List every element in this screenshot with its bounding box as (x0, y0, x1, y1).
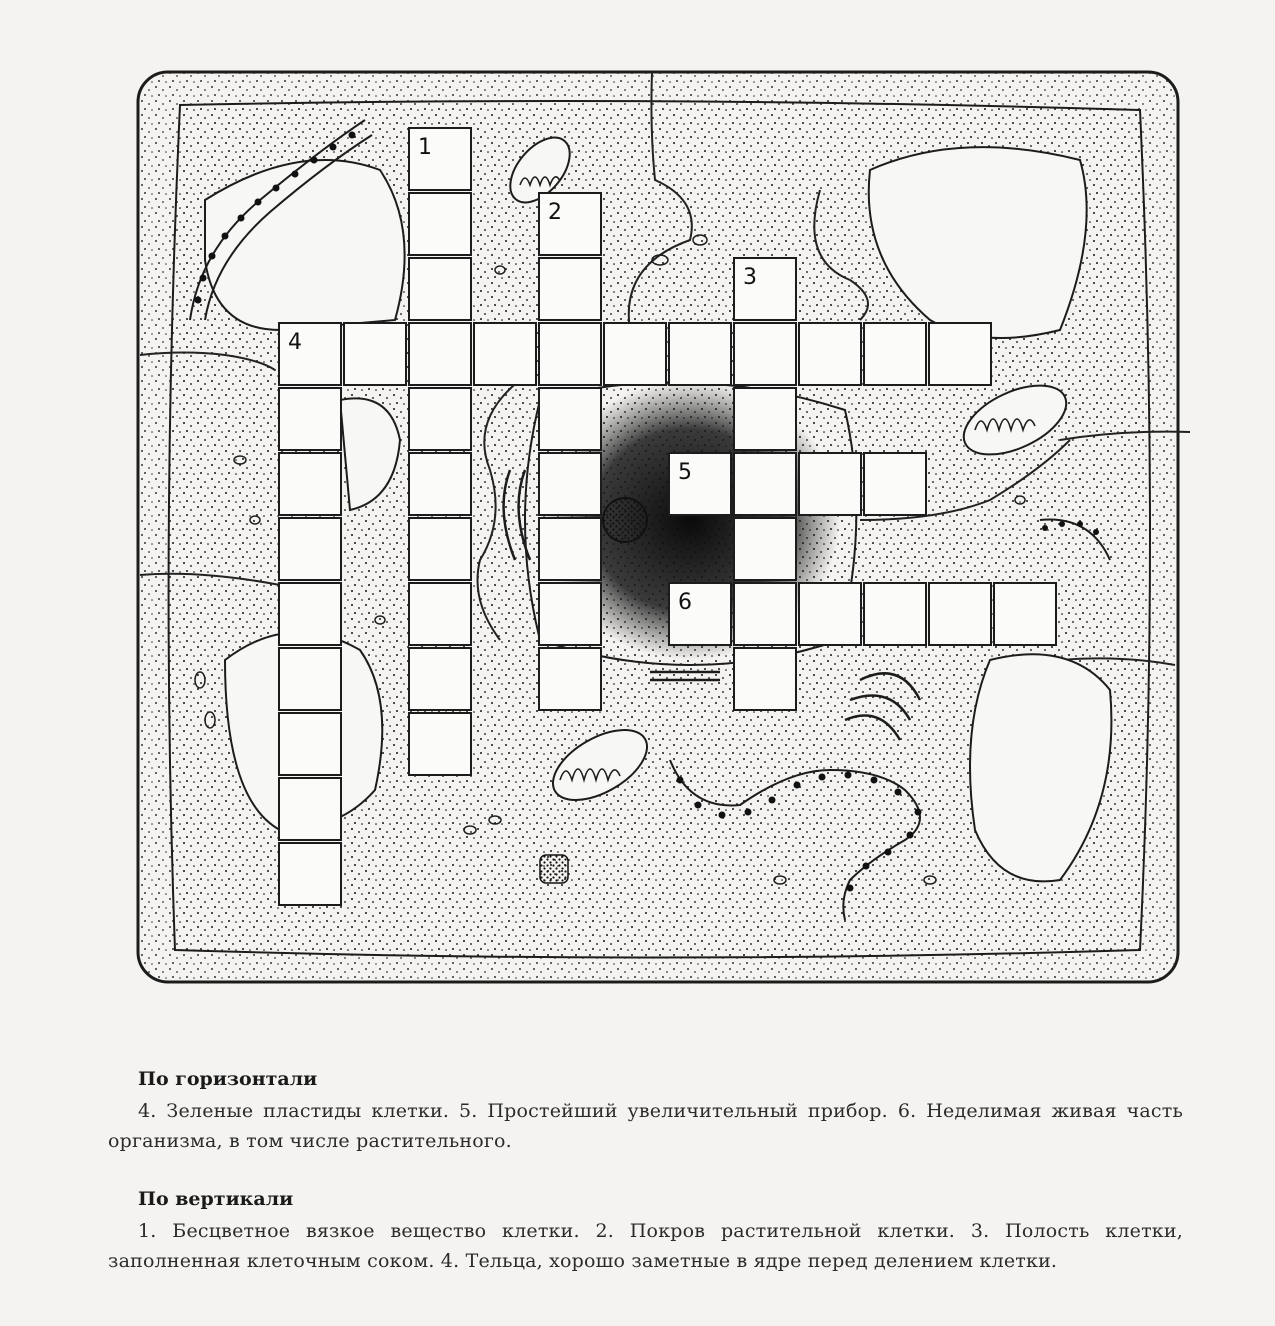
clue-number-3: 3 (743, 265, 757, 290)
crossword-cell[interactable] (278, 777, 342, 841)
crossword-cell[interactable] (538, 582, 602, 646)
crossword-cell[interactable] (538, 647, 602, 711)
crossword-cell[interactable] (473, 322, 537, 386)
crossword-cell[interactable] (278, 647, 342, 711)
crossword-cell[interactable] (278, 452, 342, 516)
crossword-cell[interactable] (668, 582, 732, 646)
down-heading: По вертикали (138, 1188, 294, 1210)
crossword-cell[interactable] (278, 582, 342, 646)
crossword-cell[interactable] (733, 257, 797, 321)
crossword-cell[interactable] (798, 322, 862, 386)
crossword-cell[interactable] (863, 322, 927, 386)
crossword-cell[interactable] (408, 647, 472, 711)
crossword-cell[interactable] (733, 517, 797, 581)
crossword-cell[interactable] (733, 387, 797, 451)
crossword-cell[interactable] (408, 192, 472, 256)
crossword-cell[interactable] (278, 322, 342, 386)
crossword-cell[interactable] (408, 387, 472, 451)
clue-number-1: 1 (418, 135, 432, 160)
down-clues (108, 1184, 1183, 1276)
across-clue-text: 4. Зеленые пластиды клетки. 5. Простейший увеличительный прибор. 6. Неделимая живая часть организма, в том числе растительного. (108, 1100, 1183, 1152)
crossword-cell[interactable] (603, 322, 667, 386)
crossword-cell[interactable] (538, 192, 602, 256)
crossword-cell[interactable] (343, 322, 407, 386)
crossword-cell[interactable] (538, 322, 602, 386)
clue-number-5: 5 (678, 460, 692, 485)
down-clue-text: 1. Бесцветное вязкое вещество клетки. 2. Покров растительной клетки. 3. Полость клетки, заполненная клеточным соком. 4. Тельца, хорошо заметные в ядре перед делением клетки. (108, 1220, 1183, 1272)
clue-number-6: 6 (678, 590, 692, 615)
crossword-cell[interactable] (733, 452, 797, 516)
crossword-cell[interactable] (863, 582, 927, 646)
crossword-cell[interactable] (408, 322, 472, 386)
crossword-cell[interactable] (408, 712, 472, 776)
crossword-cell[interactable] (928, 582, 992, 646)
crossword-cell[interactable] (278, 517, 342, 581)
crossword-cell[interactable] (538, 387, 602, 451)
crossword-cell[interactable] (928, 322, 992, 386)
crossword-cell[interactable] (538, 517, 602, 581)
across-heading: По горизонтали (138, 1068, 318, 1090)
crossword-cell[interactable] (798, 452, 862, 516)
clue-number-2: 2 (548, 200, 562, 225)
crossword-cell[interactable] (278, 712, 342, 776)
crossword-cell[interactable] (733, 322, 797, 386)
crossword-cell[interactable] (668, 322, 732, 386)
crossword-cell[interactable] (733, 647, 797, 711)
crossword-cell[interactable] (408, 257, 472, 321)
crossword-cell[interactable] (863, 452, 927, 516)
crossword-cell[interactable] (733, 582, 797, 646)
crossword-cell[interactable] (408, 452, 472, 516)
crossword-cell[interactable] (408, 517, 472, 581)
crossword-cell[interactable] (278, 842, 342, 906)
across-clues (108, 1064, 1183, 1156)
crossword-cell[interactable] (408, 127, 472, 191)
crossword-cell[interactable] (538, 257, 602, 321)
crossword-cell[interactable] (538, 452, 602, 516)
crossword-cell[interactable] (993, 582, 1057, 646)
crossword-cell[interactable] (668, 452, 732, 516)
crossword-cell[interactable] (408, 582, 472, 646)
clue-number-4: 4 (288, 330, 302, 355)
crossword-cell[interactable] (798, 582, 862, 646)
crossword-cell[interactable] (278, 387, 342, 451)
